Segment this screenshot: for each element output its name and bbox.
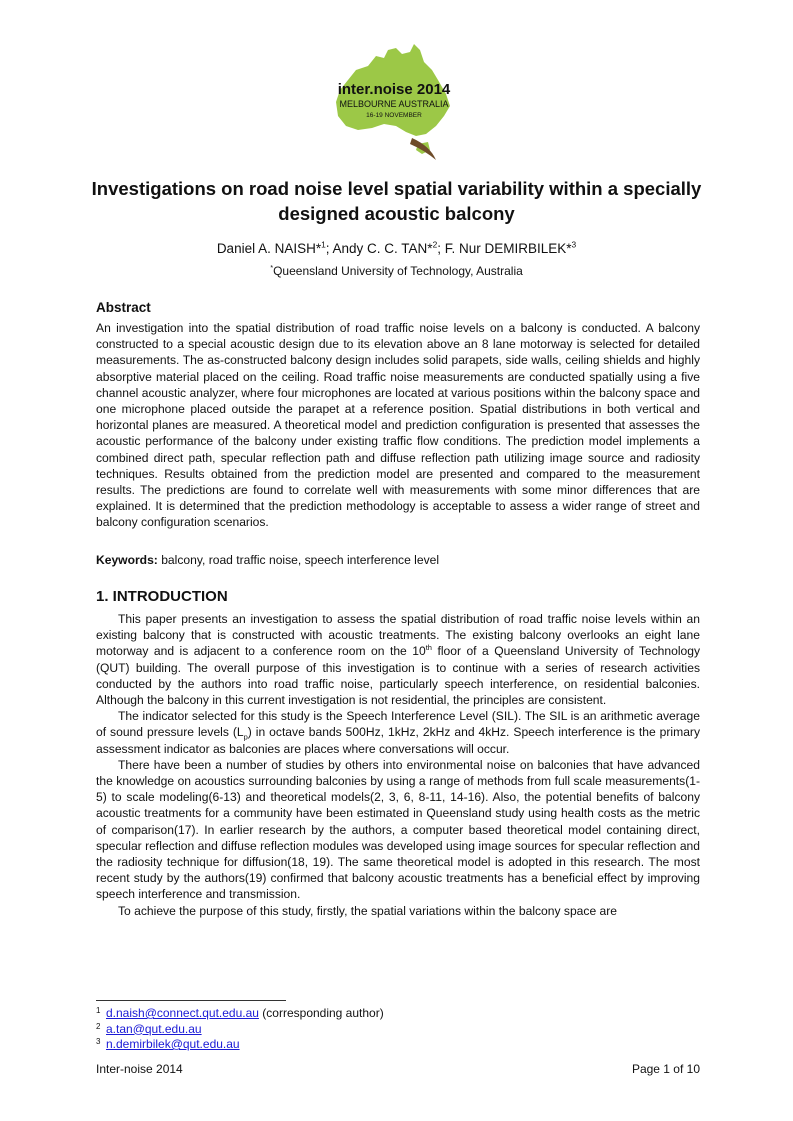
author-list [0,241,793,256]
author-sep: ; [325,241,333,256]
affiliation-mark: * [270,263,274,272]
keywords-label: Keywords: [96,553,158,567]
intro-p1-text: This paper presents an investigation to assess the spatial distribution of road traffic noise levels within an existing balcony that is constructed with acoustic treatments. The existing balcony overlooks an eight lane motorway and is adjacent to a conference room on the 10 [96,612,700,659]
author-name: F. Nur DEMIRBILEK* [444,241,572,256]
intro-paragraph [96,611,700,708]
logo-line1: inter.noise 2014 [337,81,451,98]
author-name: Daniel A. NAISH* [216,241,322,256]
intro-paragraph [96,708,700,757]
author-mark: 3 [571,239,577,250]
logo-line2: MELBOURNE AUSTRALIA [339,99,449,109]
footnote-divider [96,1000,286,1001]
section-heading-introduction: 1. INTRODUCTION [96,588,228,605]
footnote [96,1037,384,1053]
footnote-mark: 3 [96,1037,101,1046]
logo-swoosh [410,138,436,160]
paper-title: Investigations on road noise level spatial variability within a specially designed acoustic balcony [91,178,702,224]
author-name: Andy C. C. TAN* [332,241,433,256]
footnote-mark: 2 [96,1021,101,1031]
footnote-note: (corresponding author) [258,1006,384,1020]
keywords [96,553,439,567]
intro-p2-text-cont: ) in octave bands 500Hz, 1kHz, 2kHz and 4kHz. Speech interference is the primary assessment indicator as balconies are places where conversations will occur. [96,725,700,756]
author-mark: 1 [321,239,326,250]
footnote [96,1022,384,1038]
introduction-body [96,611,700,919]
footnote-email-link[interactable]: n.demirbilek@qut.edu.au [106,1037,240,1051]
intro-p1-sup: th [425,643,432,653]
affiliation-text: Queensland University of Technology, Australia [273,264,523,278]
author-mark: 2 [432,239,438,250]
abstract-text: An investigation into the spatial distribution of road traffic noise levels on a balcony is conducted. A balcony constructed to a special acoustic design due to its elevation above an 8 lane motorway is selected for detailed measurements. The as-constructed balcony design includes solid parapets, side walls, ceiling shields and highly absorptive material placed on the ceiling. Road traffic noise measurements are conducted spatially using a five channel acoustic analyzer, where four microphones are located at various positions within the balcony space and one microphone placed outside the parapet at a reference position. Spatial distributions in both vertical and horizontal planes are measured. A theoretical model and prediction configuration is presented that assesses the acoustic performance of the balcony under existing traffic flow conditions. The prediction model implements a combined direct path, specular reflection path and diffuse reflection path utilizing image source and radiosity techniques. Results obtained from the prediction model are presented and compared to the measurement results. The predictions are found to correlate well with measurements with some minor differences that are explained. It is determined that the prediction methodology is acceptable to assess a wider range of street and balcony configuration scenarios. [96,321,700,530]
footnotes [96,1006,384,1053]
intro-paragraph: To achieve the purpose of this study, firstly, the spatial variations within the balcony space are [118,903,618,918]
australia-map-icon [326,40,462,172]
intro-p2-sub: p [243,732,248,742]
affiliation [0,264,793,278]
intro-paragraph: There have been a number of studies by others into environmental noise on balconies that have advanced the knowledge on acoustics surrounding balconies by using a range of methods from full scale measurements(1-5) to scale modeling(6-13) and theoretical models(2, 3, 6, 8-11, 14-16). Also, the potential benefits of balcony acoustic treatments for a community have been estimated in Queensland study using health costs as the metric of comparison(17). In earlier research by the authors, a computer based theoretical model containing direct, specular reflection and diffuse reflection modules was developed using image sources for specular reflection and the radiosity technique for diffusion(18, 19). The same theoretical model is adopted in this research. The most recent study by the authors(19) confirmed that balcony acoustic treatments has a beneficial effect by improving speech interference and transmission. [96,757,700,902]
intro-p2-text: The indicator selected for this study is the Speech Interference Level (SIL). The SIL is an arithmetic average of sound pressure levels (L [96,709,700,740]
intro-p1-text-cont: floor of a Queensland University of Technology (QUT) building. The overall purpose of this investigation is to continue with a series of research activities conducted by the authors into road traffic noise, particularly speech interference, on residential balconies. Although the balcony in this current investigation is not residential, the principles are consistent. [96,644,701,708]
keywords-text: balcony, road traffic noise, speech interference level [157,553,440,567]
footnote-mark: 1 [96,1006,101,1015]
footnote-email-link[interactable]: d.naish@connect.qut.edu.au [106,1006,259,1020]
author-sep: ; [437,241,445,256]
footer-page-number: Page 1 of 10 [631,1062,700,1076]
footnote [96,1006,384,1022]
footnote-email-link[interactable]: a.tan@qut.edu.au [106,1021,202,1036]
conference-logo [326,40,462,172]
abstract-heading: Abstract [96,300,151,315]
footer-conference: Inter-noise 2014 [96,1062,183,1076]
logo-line3: 16-19 NOVEMBER [366,112,422,119]
